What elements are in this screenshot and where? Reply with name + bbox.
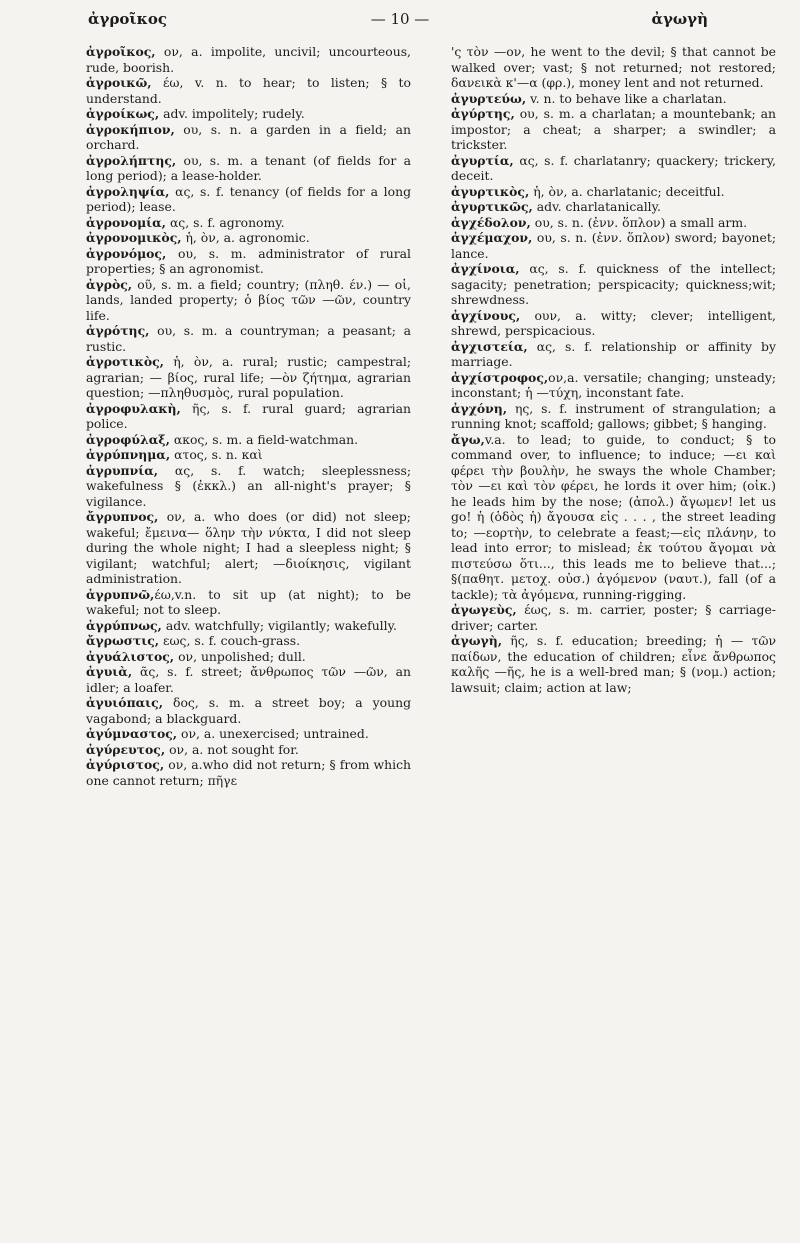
- entry-headword: ἄγρυπνος,: [86, 509, 159, 524]
- dictionary-entry: [86, 184, 411, 215]
- entry-definition: adv. impolitely; rudely.: [159, 106, 305, 121]
- entry-headword: ἀγρύπνημα,: [86, 447, 171, 462]
- dictionary-entry: [451, 602, 776, 633]
- entry-definition: ουν, a. witty; clever; intelligent, shrewd, perspicacious.: [451, 307, 776, 338]
- dictionary-entry: [86, 509, 411, 587]
- entry-headword: ἀγύμναστος,: [86, 726, 178, 741]
- entry-definition: ης, s. f. instrument of strangulation; a running knot; scaffold; gallows; gibbet; § hanging.: [451, 400, 776, 431]
- entry-headword: ἀγχιστεία,: [451, 338, 528, 354]
- entry-headword: ἀγυρτικὸς,: [451, 183, 530, 199]
- guide-word-left: ἀγροῖκος: [88, 10, 168, 28]
- entry-headword: ἀγρυπνία,: [86, 462, 159, 478]
- dictionary-entry: [86, 664, 411, 695]
- entry-definition: ου, s. m. a tenant (of fields for a long period); a lease-holder.: [86, 152, 411, 183]
- dictionary-entry: [451, 261, 776, 308]
- dictionary-entry: [86, 354, 411, 401]
- dictionary-entry: [451, 44, 776, 91]
- entry-headword: ἀγροῖκος,: [86, 44, 156, 59]
- entry-definition: ατος, s. n. καὶ: [170, 447, 263, 462]
- dictionary-entry: [86, 323, 411, 354]
- entry-headword: ἀγρονόμος,: [86, 245, 167, 261]
- dictionary-entry: [451, 91, 776, 107]
- entry-headword: ἀγροληψία,: [86, 183, 170, 199]
- dictionary-entry: [86, 401, 411, 432]
- right-column: [451, 44, 776, 1234]
- entry-definition: v.a. to lead; to guide, to conduct; § to command over, to influence; to induce; —ει καὶ φέρει τὴν βουλὴν, he sways the whole Chamber; τὸν —ει καὶ τὸν φέρει, he lords it over him; (οἰκ.) he leads him by the nose; (ἀπολ.) ἄγωμεν! let us go! ἡ (ὁδὸς ἡ) ἄγουσα εἰς . . . , the street leading to; —εορτὴν, to celebrate a feast;—εἰς πλάνην, to lead into error; to mislead; ἐκ τούτου ἄγομαι νὰ πιστεύσω ὅτι..., this leads me to believe that...; §(παθητ. μετοχ. οὐσ.) ἀγόμενον (ναυτ.), fall (of a tackle); τὰ ἀγόμενα, running-rigging.: [451, 431, 776, 602]
- entry-headword: ἀγχέδολον,: [451, 214, 531, 230]
- entry-definition: adv. charlatanically.: [532, 199, 661, 214]
- dictionary-entry: [451, 633, 776, 695]
- entry-definition: ας, s. f. watch; sleeplessness; wakefulness § (ἐκκλ.) an all-night's prayer; § vigilance.: [86, 462, 411, 509]
- dictionary-entry: [86, 447, 411, 463]
- entry-definition: ἡ, ὸν, a. rural; rustic; campestral; agrarian; — βίος, rural life; —ὸν ζήτημα, agrarian question; —πληθυσμὸς, rural population.: [86, 354, 411, 400]
- dictionary-entry: [451, 339, 776, 370]
- entry-headword: ἄγρωστις,: [86, 633, 160, 648]
- entry-definition: ας, s. f. tenancy (of fields for a long period); lease.: [86, 183, 411, 214]
- dictionary-entry: [451, 153, 776, 184]
- entry-headword: ἀγροτικὸς,: [86, 354, 164, 369]
- dictionary-entry: [86, 153, 411, 184]
- entry-headword: ἀγύρτης,: [451, 106, 515, 121]
- dictionary-entry: [86, 618, 411, 634]
- entry-headword: ἀγωγεὺς,: [451, 602, 517, 617]
- dictionary-entry: [451, 401, 776, 432]
- entry-definition: ον, a. impolite, uncivil; uncourteous, rude, boorish.: [86, 44, 411, 75]
- entry-headword: ἀγρυπνῶ,: [86, 586, 155, 602]
- entry-definition: adv. watchfully; vigilantly; wakefully.: [161, 617, 397, 633]
- dictionary-entry: [86, 277, 411, 324]
- entry-definition: ας, s. f. quickness of the intellect; sagacity; penetration; perspicacity; quickness;wit; shrewdness.: [451, 261, 776, 307]
- entry-definition: ου, s. n. a garden in a field; an orchard.: [86, 121, 411, 152]
- entry-headword: ἀγυάλιστος,: [86, 648, 175, 664]
- dictionary-entry: [86, 587, 411, 618]
- page-number: — 10 —: [370, 10, 430, 28]
- entry-definition: ακος, s. m. a field-watchman.: [169, 431, 359, 447]
- dictionary-entry: [86, 757, 411, 788]
- entry-definition: εως, s. f. couch-grass.: [159, 633, 301, 648]
- dictionary-entry: [86, 106, 411, 122]
- entry-definition: ου, s. n. (ἐνν. ὅπλον) a small arm.: [530, 214, 748, 230]
- entry-definition: ον, unpolished; dull.: [174, 648, 306, 664]
- dictionary-entry: [86, 44, 411, 75]
- entry-definition: ον, a. who does (or did) not sleep; wakeful; ἔμεινα— ὅλην τὴν νύκτα, I did not sleep during the whole night; I had a sleepless night; § vigilant; watchful; alert; —διοίκησις, vigilant administration.: [86, 509, 411, 586]
- dictionary-entry: [86, 463, 411, 510]
- guide-word-right: ἀγωγὴ: [651, 10, 708, 28]
- dictionary-entry: [86, 742, 411, 758]
- entry-definition: ας, s. f. relationship or affinity by marriage.: [451, 338, 776, 369]
- entry-definition: ῆς, s. f. rural guard; agrarian police.: [86, 400, 411, 431]
- entry-definition: ας, s. f. agronomy.: [166, 214, 285, 230]
- dictionary-entry: [451, 432, 776, 603]
- entry-headword: ἀγρονομία,: [86, 214, 166, 230]
- dictionary-entry: [86, 215, 411, 231]
- entry-headword: ἀγυιόπαις,: [86, 695, 164, 710]
- entry-headword: ἀγχίστροφος,: [451, 369, 549, 385]
- entry-definition: ἡ, ὸν, a. charlatanic; deceitful.: [529, 183, 725, 199]
- entry-definition: ον, a. unexercised; untrained.: [177, 726, 369, 741]
- dictionary-entry: [451, 308, 776, 339]
- dictionary-entry: [86, 633, 411, 649]
- dictionary-entry: [451, 370, 776, 401]
- entry-definition: έως, s. m. carrier, poster; § carriage-driver; carter.: [451, 602, 776, 633]
- entry-headword: ἀγυρτεύω,: [451, 90, 527, 106]
- entry-headword: ἀγωγὴ,: [451, 633, 503, 648]
- entry-headword: ἀγύριστος,: [86, 757, 165, 772]
- entry-definition: 'ς τὸν —ον, he went to the devil; § that cannot be walked over; vast; § not returned; not restored; δανεικὰ κ'—α (φρ.), money lent and not returned.: [451, 44, 776, 90]
- entry-definition: δος, s. m. a street boy; a young vagabond; a blackguard.: [86, 695, 411, 726]
- dictionary-entry: [86, 75, 411, 106]
- dictionary-entry: [86, 432, 411, 448]
- dictionary-entry: [86, 230, 411, 246]
- entry-headword: ἀγροίκως,: [86, 106, 160, 121]
- entry-definition: ῆς, s. f. education; breeding; ἡ — τῶν παίδων, the education of children; εἶνε ἄνθρωπος καλῆς —ῆς, he is a well-bred man; § (νομ.) action; lawsuit; claim; action at law;: [451, 633, 776, 695]
- entry-headword: ἀγροικῶ,: [86, 75, 152, 90]
- entry-definition: οῦ, s. m. a field; country; (πληθ. έν.) — οἱ, lands, landed property; ὁ βίος τῶν —ῶν, country life.: [86, 276, 411, 323]
- left-column: [86, 44, 411, 1234]
- dictionary-entry: [451, 199, 776, 215]
- entry-headword: ἀγρολήπτης,: [86, 152, 177, 168]
- entry-definition: ου, s. m. a countryman; a peasant; a rustic.: [86, 323, 411, 354]
- entry-definition: ου, s. m. administrator of rural properties; § an agronomist.: [86, 245, 411, 276]
- entry-definition: έω, v. n. to hear; to listen; § to understand.: [86, 75, 411, 106]
- entry-definition: v. n. to behave like a charlatan.: [526, 90, 727, 106]
- entry-definition: ον,a. versatile; changing; unsteady; inconstant; ἡ —τύχη, inconstant fate.: [451, 369, 776, 400]
- entry-definition: ἡ, ὸν, a. agronomic.: [181, 230, 310, 245]
- entry-headword: ἀγυιὰ,: [86, 664, 133, 679]
- dictionary-entry: [451, 230, 776, 261]
- entry-headword: ἀγροφυλακὴ,: [86, 400, 181, 416]
- entry-definition: ου, s. m. a charlatan; a mountebank; an impostor; a cheat; a sharper; a swindler; a trickster.: [451, 106, 776, 152]
- entry-definition: ας, s. f. charlatanry; quackery; trickery, deceit.: [451, 152, 776, 183]
- dictionary-entry: [86, 649, 411, 665]
- entry-definition: ον, a. not sought for.: [165, 741, 299, 757]
- dictionary-entry: [451, 106, 776, 153]
- dictionary-columns: [86, 44, 776, 1234]
- dictionary-entry: [86, 246, 411, 277]
- entry-headword: ἄγω,: [451, 431, 485, 447]
- entry-headword: ἀγροφύλαξ,: [86, 431, 170, 447]
- entry-headword: ἀγρότης,: [86, 323, 150, 338]
- entry-headword: ἀγχέμαχον,: [451, 230, 533, 245]
- entry-headword: ἀγυρτικῶς,: [451, 199, 533, 214]
- entry-headword: ἀγρὸς,: [86, 276, 133, 292]
- entry-headword: ἀγροκήπιον,: [86, 121, 175, 137]
- running-header: [40, 6, 760, 36]
- entry-definition: έω,v.n. to sit up (at night); to be wakeful; not to sleep.: [86, 586, 411, 617]
- entry-headword: ἀγυρτία,: [451, 152, 514, 168]
- dictionary-entry: [86, 122, 411, 153]
- entry-headword: ἀγχόνη,: [451, 400, 508, 416]
- entry-headword: ἀγύρευτος,: [86, 741, 166, 757]
- entry-headword: ἀγρονομικὸς,: [86, 230, 182, 245]
- dictionary-entry: [86, 726, 411, 742]
- entry-definition: ον, a.who did not return; § from which one cannot return; πῆγε: [86, 757, 411, 788]
- dictionary-entry: [451, 215, 776, 231]
- entry-headword: ἀγχίνοια,: [451, 261, 520, 276]
- dictionary-entry: [451, 184, 776, 200]
- entry-headword: ἀγρύπνως,: [86, 617, 162, 633]
- entry-definition: ου, s. n. (ἐνν. ὅπλον) sword; bayonet; lance.: [451, 230, 776, 261]
- entry-definition: ᾶς, s. f. street; ἄνθρωπος τῶν —ῶν, an idler; a loafer.: [86, 664, 411, 695]
- dictionary-entry: [86, 695, 411, 726]
- entry-headword: ἀγχίνους,: [451, 307, 521, 323]
